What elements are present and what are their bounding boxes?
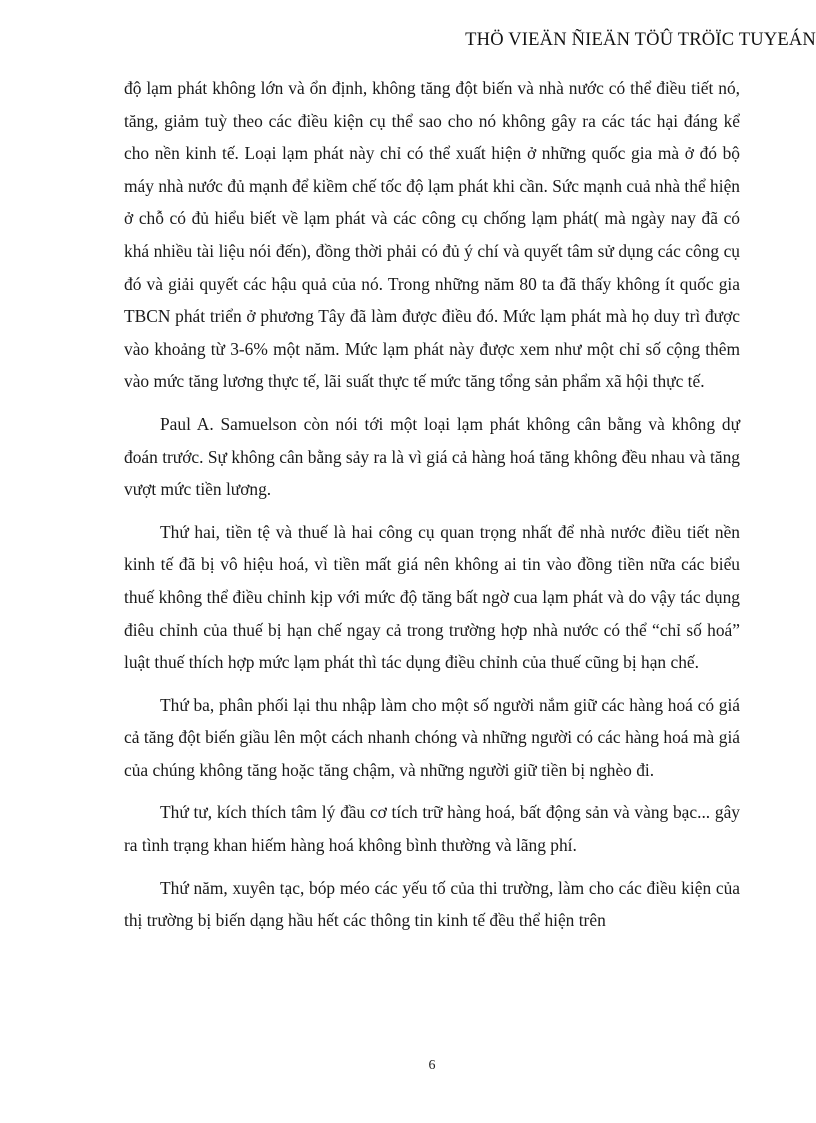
page-number: 6 <box>428 1058 436 1073</box>
paragraph-samuelson-unbalanced-inflation: Paul A. Samuelson còn nói tới một loại lạm phát không cân bằng và không dự đoán trước. Sự không cân bằng sảy ra là vì giá cả hàng hoá tăng không đều nhau và tăng vượt mức tiền lương. <box>124 413 740 500</box>
paragraph-third-effect-income-redistribution: Thứ ba, phân phối lại thu nhập làm cho một số người nắm giữ các hàng hoá có giá cả tăng đột biến giầu lên một cách nhanh chóng và những người có các hàng hoá mà giá của chúng không tăng hoặc tăng chậm, và những người giữ tiền bị nghèo đi. <box>124 694 740 780</box>
document-body <box>124 72 740 947</box>
paragraph-second-effect-monetary-tax-tools: Thứ hai, tiền tệ và thuế là hai công cụ quan trọng nhất để nhà nước điều tiết nền kinh tế đã bị vô hiệu hoá, vì tiền mất giá nên không ai tin vào đồng tiền nữa các biểu thuế không thể điều chỉnh kịp với mức độ tăng bất ngờ cua lạm phát và do vậy tác dụng điêu chỉnh của thuế bị hạn chế ngay cả trong trường hợp nhà nước có thể “chỉ số hoá” luật thuế thích hợp mức lạm phát thì tác dụng điều chỉnh của thuế cũng bị hạn chế. <box>124 521 740 673</box>
paragraph-continued-inflation-control: độ lạm phát không lớn và ổn định, không tăng đột biến và nhà nước có thể điều tiết nó, tăng, giảm tuỳ theo các điều kiện cụ thể sao cho nó không gây ra các tác hại đáng kể cho nền kinh tế. Loại lạm phát này chỉ có thể xuất hiện ở những quốc gia mà ở đó bộ máy nhà nước đủ mạnh để kiềm chế tốc độ lạm phát khi cần. Sức mạnh cuả nhà thể hiện ở chỗ có đủ hiểu biết về lạm phát và các công cụ chống lạm phát( mà ngày nay đã có khá nhiều tài liệu nói đến), đồng thời phải có đủ ý chí và quyết tâm sử dụng các công cụ đó và giải quyết các hậu quả của nó. Trong những năm 80 ta đã thấy không ít quốc gia TBCN phát triển ở phương Tây đã làm được điều đó. Mức lạm phát mà họ duy trì được vào khoảng từ 3-6% một năm. Mức lạm phát này được xem như một chỉ số cộng thêm vào mức tăng lương thực tế, lãi suất thực tế mức tăng tổng sản phẩm xã hội thực tế. <box>124 78 740 392</box>
paragraph-fifth-effect-market-distortion: Thứ năm, xuyên tạc, bóp méo các yếu tố của thi trường, làm cho các điều kiện của thị trường bị biến dạng hầu hết các thông tin kinh tế đều thể hiện trên <box>124 877 740 931</box>
paragraph-fourth-effect-speculation: Thứ tư, kích thích tâm lý đầu cơ tích trữ hàng hoá, bất động sản và vàng bạc... gây ra tình trạng khan hiếm hàng hoá không bình thường và lãng phí. <box>124 802 740 856</box>
page-header-title: THÖ VIEÄN ÑIEÄN TÖÛ TRÖÏC TUYEÁN <box>465 30 816 50</box>
